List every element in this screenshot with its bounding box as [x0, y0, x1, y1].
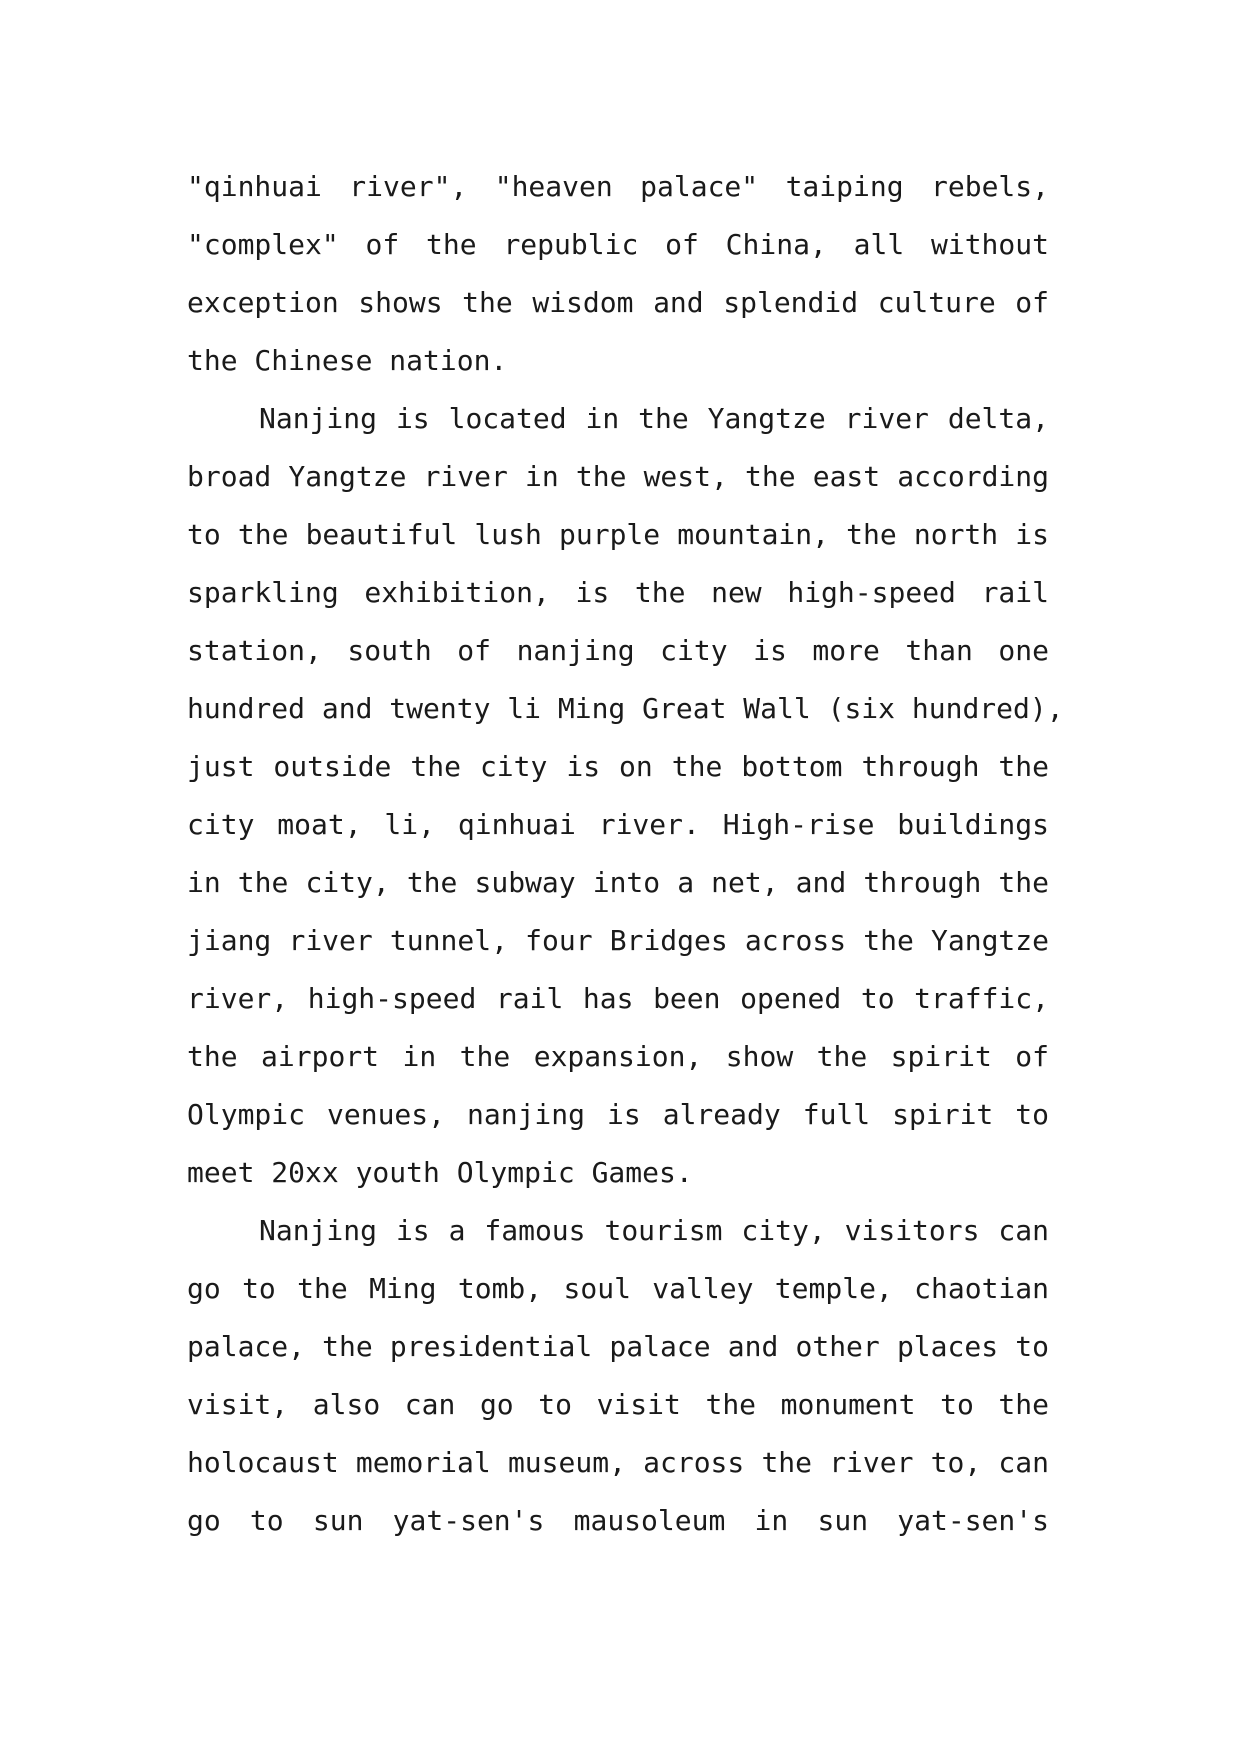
text-line: Olympic venues, nanjing is already full spirit to — [187, 1098, 1049, 1131]
text-line: exception shows the wisdom and splendid culture of — [187, 286, 1049, 319]
text-line: holocaust memorial museum, across the river to, can — [187, 1446, 1049, 1479]
text-line: jiang river tunnel, four Bridges across the Yangtze — [187, 924, 1049, 957]
text-line: palace, the presidential palace and other places to — [187, 1330, 1049, 1363]
paragraph-3 — [187, 1202, 1049, 1550]
text-line: meet 20xx youth Olympic Games. — [187, 1156, 693, 1189]
text-line: river, high-speed rail has been opened to traffic, — [187, 982, 1049, 1015]
text-line: city moat, li, qinhuai river. High-rise buildings — [187, 808, 1049, 841]
text-line: broad Yangtze river in the west, the east according — [187, 460, 1049, 493]
text-line: to the beautiful lush purple mountain, the north is — [187, 518, 1049, 551]
text-line: in the city, the subway into a net, and through the — [187, 866, 1049, 899]
text-line: "complex" of the republic of China, all without — [187, 228, 1049, 261]
text-line: station, south of nanjing city is more than one — [187, 634, 1049, 667]
text-line: visit, also can go to visit the monument to the — [187, 1388, 1049, 1421]
text-line: go to sun yat-sen's mausoleum in sun yat-sen's — [187, 1504, 1049, 1537]
text-line: the airport in the expansion, show the spirit of — [187, 1040, 1049, 1073]
text-line: just outside the city is on the bottom through the — [187, 750, 1049, 783]
text-line: sparkling exhibition, is the new high-speed rail — [187, 576, 1049, 609]
text-line: Nanjing is located in the Yangtze river delta, — [259, 402, 1049, 435]
text-line: "qinhuai river", "heaven palace" taiping rebels, — [187, 170, 1049, 203]
body-text — [187, 158, 1064, 1550]
paragraph-1 — [187, 158, 1049, 390]
text-line: hundred and twenty li Ming Great Wall (six hundred), — [187, 692, 1064, 725]
text-line: the Chinese nation. — [187, 344, 508, 377]
text-line: Nanjing is a famous tourism city, visitors can — [259, 1214, 1049, 1247]
paragraph-2 — [187, 390, 1064, 1202]
text-line: go to the Ming tomb, soul valley temple, chaotian — [187, 1272, 1049, 1305]
